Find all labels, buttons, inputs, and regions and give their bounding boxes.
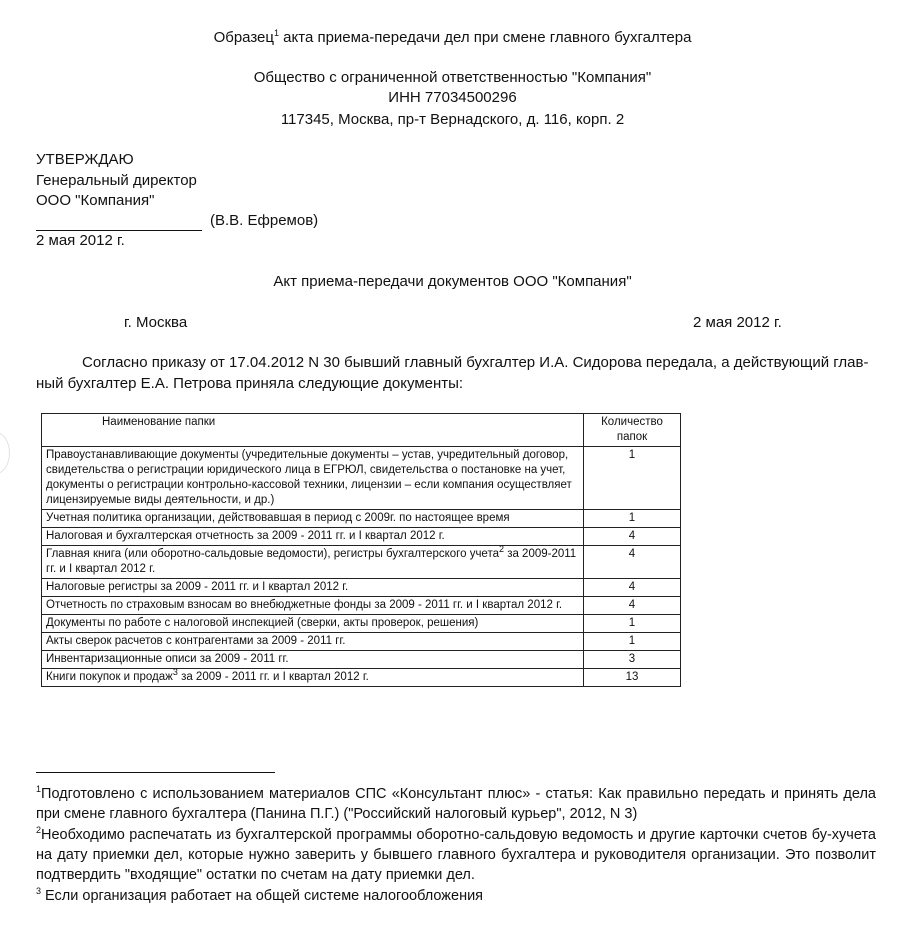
approval-heading: УТВЕРЖДАЮ (36, 151, 134, 168)
footnote-text: Если организация работает на общей системе налогообложения (41, 888, 484, 904)
org-inn: ИНН 77034500296 (388, 89, 517, 106)
footnote-ref-1: 1 (273, 28, 279, 38)
row-name: Акты сверок расчетов с контрагентами за 2009 - 2011 гг. (42, 633, 584, 651)
footnote-ref-2: 2 (498, 544, 504, 555)
table-row (42, 633, 681, 651)
row-count: 1 (584, 615, 681, 633)
row-count: 13 (584, 669, 681, 687)
footnote-separator (36, 772, 275, 773)
approval-signer: (В.В. Ефремов) (210, 212, 319, 229)
scroll-edge-marker (0, 432, 10, 474)
act-body-line2: ный бухгалтер Е.А. Петрова приняла следующие документы: (36, 375, 464, 392)
row-name: Инвентаризационные описи за 2009 - 2011 гг. (42, 651, 584, 669)
row-count: 1 (584, 633, 681, 651)
row-name: Налоговая и бухгалтерская отчетность за 2009 - 2011 гг. и I квартал 2012 г. (42, 528, 584, 546)
row-count: 1 (584, 510, 681, 528)
row-count: 4 (584, 546, 681, 579)
row-name (42, 669, 584, 687)
row-name: Отчетность по страховым взносам во внебюджетные фонды за 2009 - 2011 гг. и I квартал 2012 г. (42, 597, 584, 615)
table-row (42, 615, 681, 633)
row-name: Правоустанавливающие документы (учредительные документы – устав, учредительный договор, свидетельства о регистрации юридического лица в ЕГРЮЛ, свидетельства о постановке на учет, документы о регистрации контрольно-кассовой техники, лицензии – если компания осуществляет лицензируемые виды деятельности, и др.) (42, 447, 584, 510)
act-city: г. Москва (124, 314, 188, 331)
footnote-2 (36, 825, 876, 885)
table-row (42, 510, 681, 528)
act-date: 2 мая 2012 г. (693, 314, 782, 331)
org-name: Общество с ограниченной ответственностью "Компания" (253, 69, 652, 86)
row-name: Налоговые регистры за 2009 - 2011 гг. и I квартал 2012 г. (42, 579, 584, 597)
footnote-number: 3 (36, 886, 42, 897)
count-header-line1: Количество (601, 416, 663, 428)
footnote-text: Подготовлено с использованием материалов СПС «Консультант плюс» - статья: Как правильно передать и принять дела при смене главного бухгалтера (Панина П.Г.) ("Российский налоговый курьер", 2012, N 3) (36, 786, 876, 822)
footnote-number: 2 (36, 825, 42, 836)
document-title (0, 28, 905, 48)
org-address: 117345, Москва, пр-т Вернадского, д. 116, корп. 2 (280, 111, 625, 128)
table-row (42, 669, 681, 687)
row-count: 1 (584, 447, 681, 510)
table-header-row (42, 414, 681, 447)
row-name-tail: за 2009 - 2011 гг. и I квартал 2012 г. (177, 671, 369, 683)
row-count: 3 (584, 651, 681, 669)
approval-signature-line (36, 211, 318, 231)
row-count: 4 (584, 579, 681, 597)
footnote-ref-3: 3 (172, 667, 178, 678)
row-name (42, 546, 584, 579)
footnote-1 (36, 784, 876, 824)
act-body-text1: Согласно приказу от 17.04.2012 N 30 бывший главный бухгалтер И.А. Сидорова передала, а действующий глав- (82, 354, 869, 371)
row-name: Документы по работе с налоговой инспекцией (сверки, акты проверок, решения) (42, 615, 584, 633)
act-title: Акт приема-передачи документов ООО "Компания" (273, 273, 632, 290)
act-body-line1 (36, 352, 874, 373)
signature-blank (36, 216, 202, 231)
row-count: 4 (584, 597, 681, 615)
footnote-3 (36, 886, 876, 906)
row-name-tail: за 2009-2011 гг. и I квартал 2012 г. (46, 548, 577, 575)
row-count: 4 (584, 528, 681, 546)
footnote-number: 1 (36, 784, 42, 795)
approval-position: Генеральный директор (36, 172, 197, 189)
approval-date: 2 мая 2012 г. (36, 232, 125, 249)
table-row (42, 597, 681, 615)
approval-company: ООО "Компания" (36, 192, 155, 209)
title-text-rest: акта приема-передачи дел при смене главного бухгалтера (279, 29, 692, 46)
table-row (42, 651, 681, 669)
table-row (42, 447, 681, 510)
title-text: Образец (213, 29, 274, 46)
count-header-line2: папок (616, 431, 648, 443)
table-row (42, 579, 681, 597)
column-header-count (584, 414, 681, 447)
row-name: Учетная политика организации, действовавшая в период с 2009г. по настоящее время (42, 510, 584, 528)
footnote-text: Необходимо распечатать из бухгалтерской программы оборотно-сальдовую ведомость и другие карточки счетов бу-хучета на дату приемки дел, которые нужно заверить у бывшего главного бухгалтера и руководителя организации. Это позволит подтвердить "входящие" остатки по счетам на дату приемки дел. (36, 827, 876, 883)
table-row (42, 528, 681, 546)
documents-table (41, 413, 681, 687)
table-row (42, 546, 681, 579)
row-name-text: Главная книга (или оборотно-сальдовые ведомости), регистры бухгалтерского учета (46, 548, 499, 560)
column-header-name: Наименование папки (42, 414, 584, 447)
row-name-text: Книги покупок и продаж (46, 671, 173, 683)
